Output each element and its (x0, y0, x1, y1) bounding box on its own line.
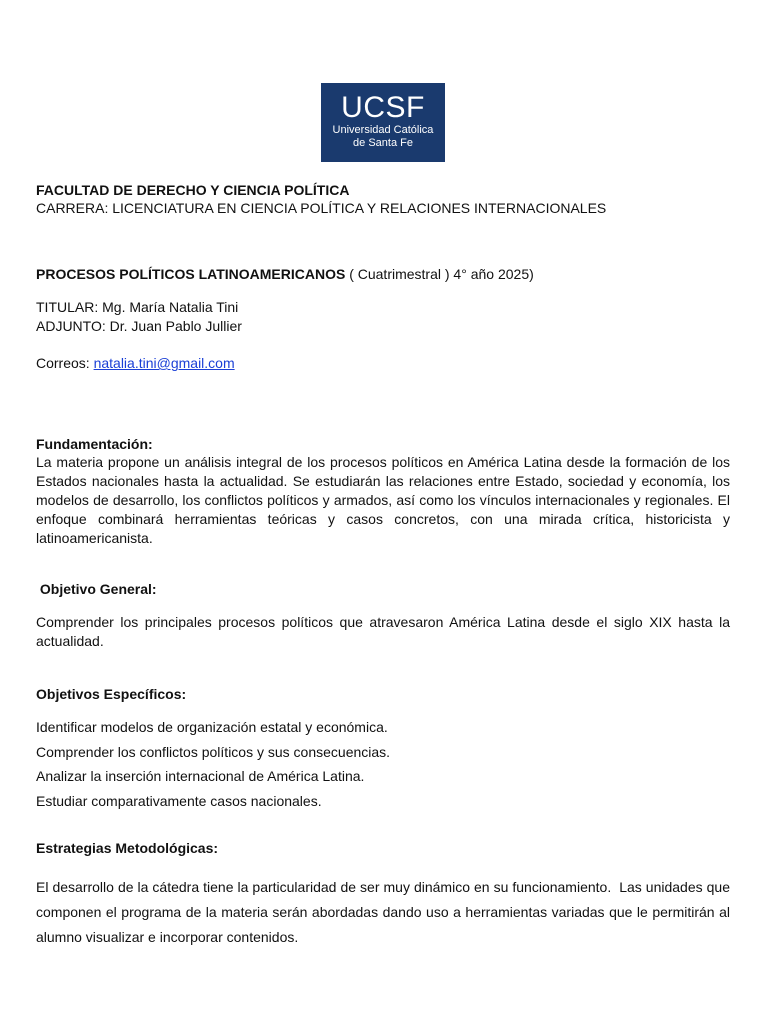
objetivo-general-heading: Objetivo General: (36, 581, 157, 597)
email-link[interactable]: natalia.tini@gmail.com (93, 355, 235, 371)
adjunto-line: ADJUNTO: Dr. Juan Pablo Jullier (36, 318, 242, 334)
course-name: PROCESOS POLÍTICOS LATINOAMERICANOS (36, 266, 346, 282)
logo-line-2: de Santa Fe (353, 137, 413, 149)
logo-line-1: Universidad Católica (332, 124, 434, 136)
titular-line: TITULAR: Mg. María Natalia Tini (36, 299, 239, 315)
course-detail: ( Cuatrimestral ) 4° año 2025) (345, 266, 534, 282)
objetivo-item: Identificar modelos de organización estatal y económica. (36, 719, 388, 735)
faculty-heading: FACULTAD DE DERECHO Y CIENCIA POLÍTICA (36, 182, 350, 198)
logo-acronym: UCSF (341, 91, 425, 124)
fundamentacion-text: La materia propone un análisis integral de los procesos políticos en América Latina desde la formación de los Estados nacionales hasta la actualidad. Se estudiarán las relaciones entre Estado, sociedad y economía, los modelos de desarrollo, los conflictos políticos y armados, así como los vínculos internacionales y regionales. El enfoque combinará herramientas teóricas y casos concretos, con una mirada crítica, historicista y latinoamericanista. (36, 454, 730, 546)
objetivo-item: Comprender los conflictos políticos y sus consecuencias. (36, 744, 391, 760)
fundamentacion-heading: Fundamentación: (36, 436, 153, 452)
emails-line (36, 354, 235, 372)
objetivos-especificos-heading: Objetivos Específicos: (36, 686, 187, 702)
course-title (36, 265, 534, 283)
estrategias-text: El desarrollo de la cátedra tiene la particularidad de ser muy dinámico en su funcionamiento. Las unidades que componen el programa de la materia serán abordadas dando uso a herramientas variadas que le permitirán al alumno visualizar e incorporar contenidos. (36, 879, 734, 945)
objetivo-general-text: Comprender los principales procesos políticos que atravesaron América Latina desde el siglo XIX hasta la actualidad. (36, 614, 730, 649)
estrategias-heading: Estrategias Metodológicas: (36, 840, 219, 856)
emails-label: Correos: (36, 355, 94, 371)
career-line: CARRERA: LICENCIATURA EN CIENCIA POLÍTICA Y RELACIONES INTERNACIONALES (36, 200, 607, 216)
objetivo-item: Analizar la inserción internacional de América Latina. (36, 768, 365, 784)
university-logo (321, 83, 445, 162)
objetivo-item: Estudiar comparativamente casos nacionales. (36, 793, 322, 809)
